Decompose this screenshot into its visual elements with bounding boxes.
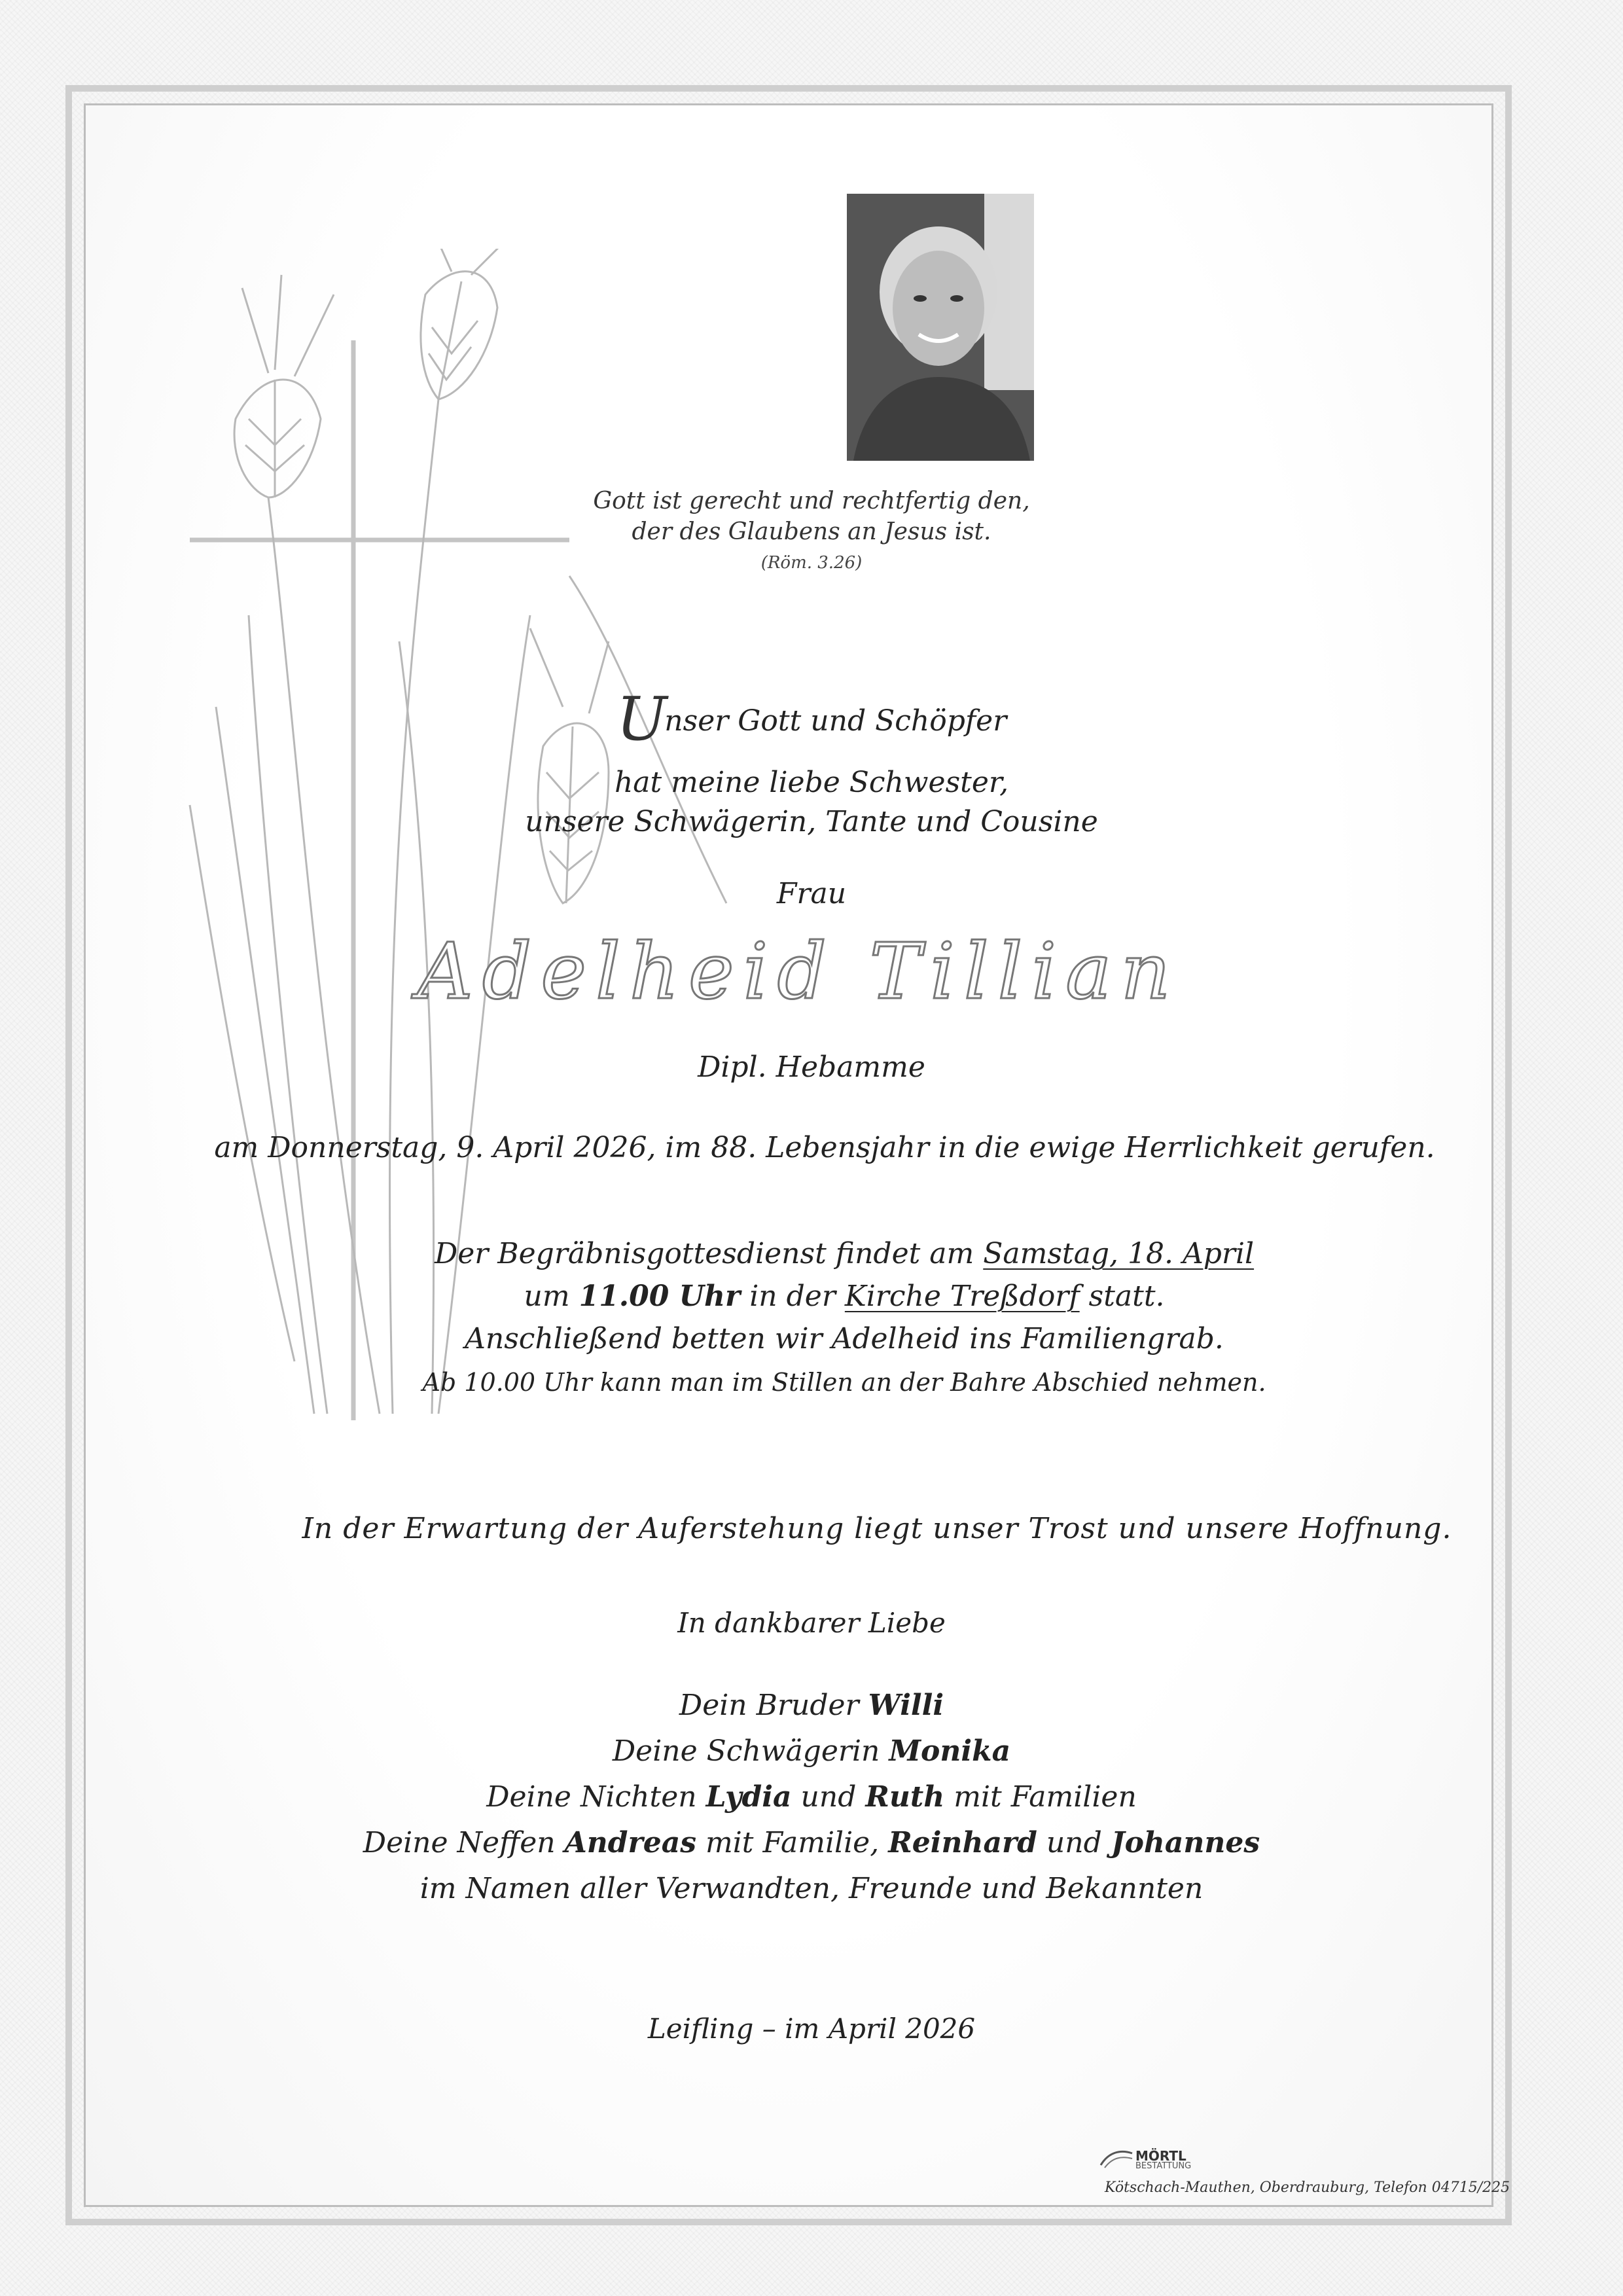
hope-line: In der Erwartung der Auferstehung liegt unser Trost und unsere Hoffnung. <box>302 1512 1452 1545</box>
death-statement: am Donnerstag, 9. April 2026, im 88. Lebensjahr in die ewige Herrlichkeit gerufen. <box>214 1131 1435 1164</box>
funeral-line-3: Anschließend betten wir Adelheid ins Familiengrab. <box>465 1322 1224 1355</box>
quote-line-2: der des Glaubens an Jesus ist. <box>632 518 991 545</box>
announcement-line-1-rest: nser Gott und Schöpfer <box>664 704 1007 738</box>
funeral-place: Kirche Treßdorf <box>844 1280 1080 1313</box>
funeral-line-2-prefix: um <box>524 1280 570 1313</box>
signoff: In dankbarer Liebe <box>677 1607 946 1639</box>
sisterinlaw-prefix: Deine Schwägerin <box>612 1734 880 1768</box>
announcement-line-3: unsere Schwägerin, Tante und Cousine <box>525 805 1098 838</box>
nephews-prefix: Deine Neffen <box>363 1826 556 1859</box>
quote-line-1: Gott ist gerecht und rechtfertig den, <box>593 488 1030 514</box>
nieces-prefix: Deine Nichten <box>486 1780 697 1814</box>
salutation: Frau <box>776 877 847 910</box>
nephew-2: Reinhard <box>888 1826 1037 1859</box>
funeral-line-4: Ab 10.00 Uhr kann man im Stillen an der Bahre Abschied nehmen. <box>422 1368 1266 1397</box>
undertaker-logo-sub: BESTATTUNG <box>1135 2161 1192 2171</box>
niece-1: Lydia <box>705 1780 792 1814</box>
undertaker-logo-icon <box>1099 2145 1133 2172</box>
nephew-1-suffix: mit Familie, <box>705 1826 880 1859</box>
brother-prefix: Dein Bruder <box>679 1689 859 1722</box>
undertaker-logo-name: MÖRTL <box>1135 2148 1186 2164</box>
dropcap-letter: U <box>616 684 668 754</box>
nephew-1: Andreas <box>564 1826 696 1859</box>
sisterinlaw-name: Monika <box>889 1734 1011 1768</box>
announcement-line-2: hat meine liebe Schwester, <box>614 766 1009 799</box>
mourner-nieces <box>0 1780 1623 1814</box>
brother-name: Willi <box>868 1689 944 1722</box>
deceased-name: Adelheid Tillian <box>417 926 1180 1016</box>
announcement-line-1 <box>0 684 1623 754</box>
niece-2: Ruth <box>865 1780 945 1814</box>
funeral-line-2-mid: in der <box>749 1280 836 1313</box>
mourner-nephews <box>0 1826 1623 1859</box>
funeral-line-1 <box>33 1237 1623 1270</box>
nieces-and: und <box>800 1780 857 1814</box>
funeral-date: Samstag, 18. April <box>983 1237 1255 1270</box>
funeral-time: 11.00 Uhr <box>579 1280 741 1313</box>
place-date: Leifling – im April 2026 <box>647 2013 976 2045</box>
nephew-3: Johannes <box>1111 1826 1260 1859</box>
portrait-icon <box>847 194 1034 461</box>
funeral-line-2-suffix: statt. <box>1088 1280 1165 1313</box>
portrait-photo <box>847 194 1034 461</box>
undertaker-address: Kötschach-Mauthen, Oberdrauburg, Telefon 04715/225 <box>1105 2179 1510 2196</box>
quote-reference: (Röm. 3.26) <box>760 553 863 573</box>
funeral-line-1-prefix: Der Begräbnisgottesdienst findet am <box>434 1237 974 1270</box>
profession: Dipl. Hebamme <box>698 1050 925 1084</box>
nephews-and: und <box>1046 1826 1102 1859</box>
mourner-brother <box>0 1689 1623 1722</box>
mourner-sisterinlaw <box>0 1734 1623 1768</box>
nieces-suffix: mit Familien <box>954 1780 1137 1814</box>
mourner-all: im Namen aller Verwandten, Freunde und Bekannten <box>419 1872 1204 1905</box>
funeral-line-2 <box>33 1280 1623 1313</box>
